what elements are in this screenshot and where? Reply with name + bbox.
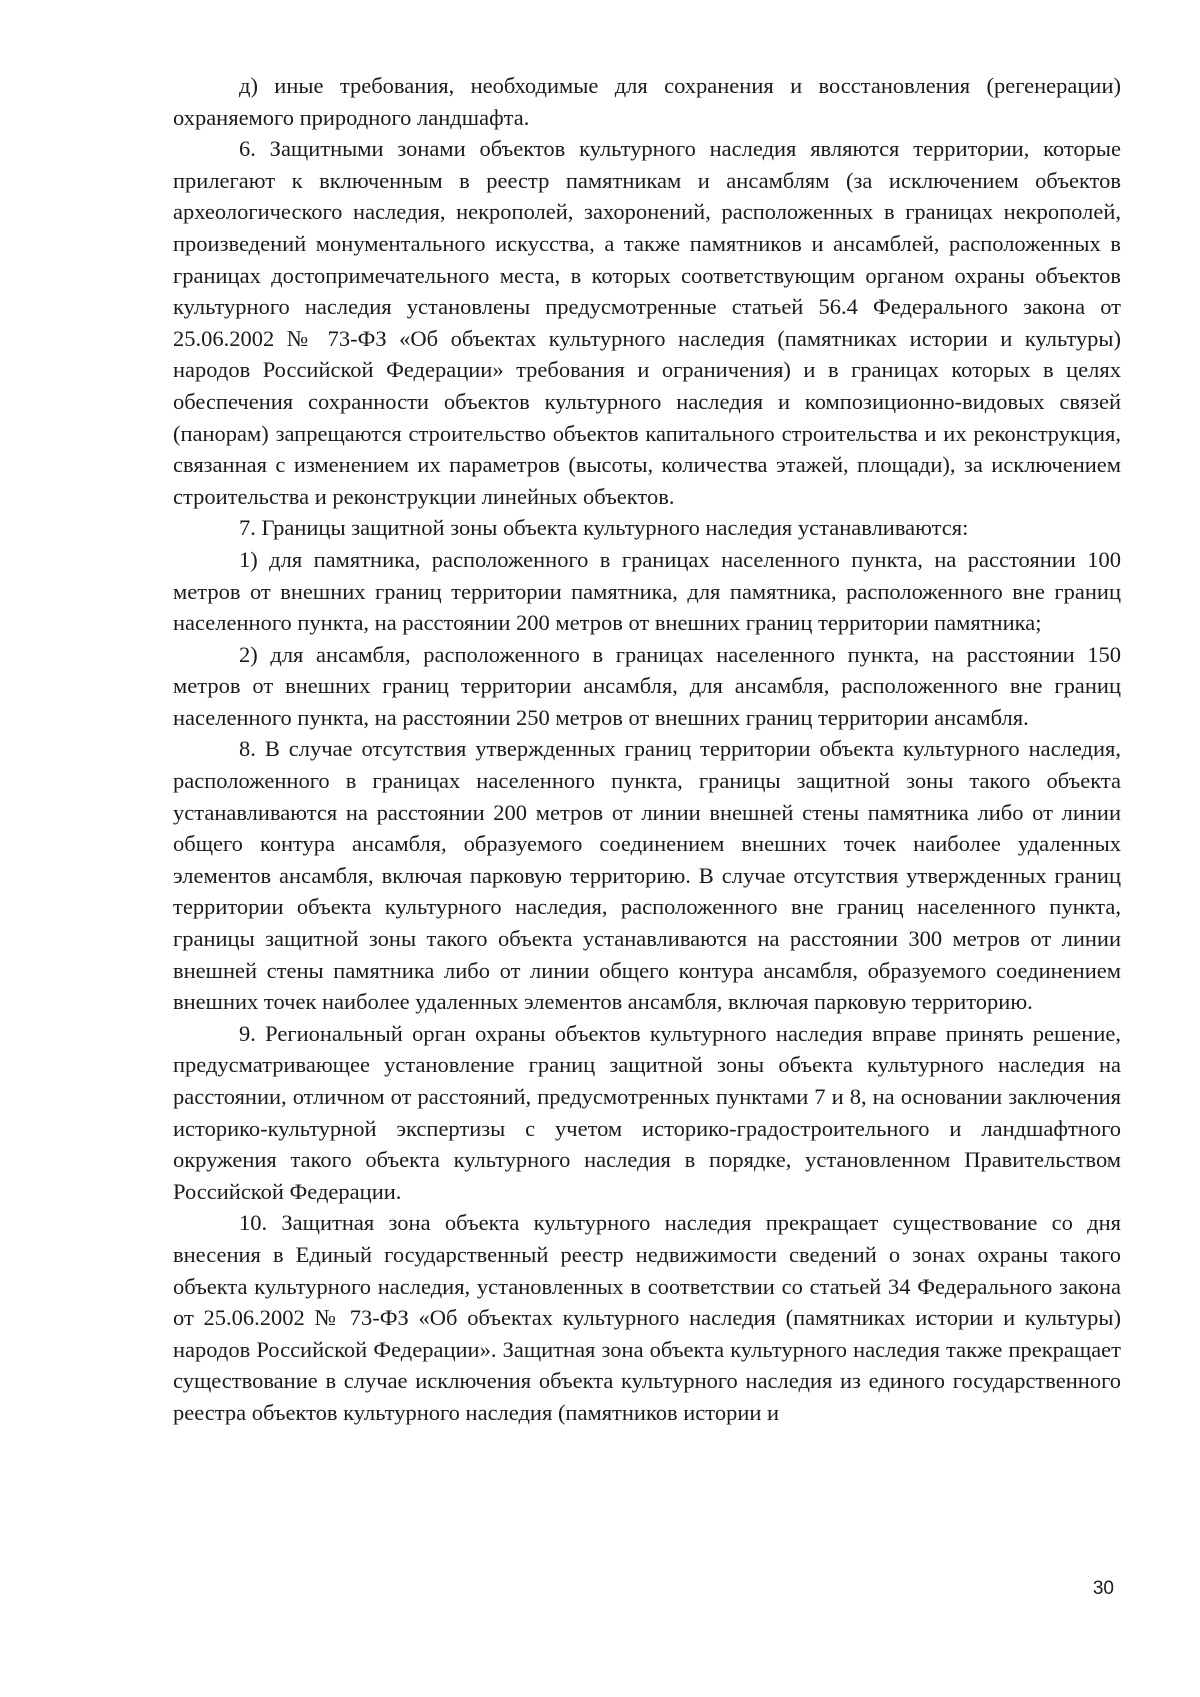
paragraph-7-2-ensemble: 2) для ансамбля, расположенного в границах населенного пункта, на расстоянии 150 метров от внешних границ территории ансамбля, для ансамбля, расположенного вне границ населенного пункта, на расстоянии 250 метров от внешних границ территории ансамбля. (173, 641, 1121, 730)
paragraph-8-no-approved-boundaries: 8. В случае отсутствия утвержденных границ территории объекта культурного наследия, расположенного в границах населенного пункта, границы защитной зоны такого объекта устанавливаются на расстоянии 200 метров от линии внешней стены памятника либо от линии общего контура ансамбля, образуемого соединением внешних точек наиболее удаленных элементов ансамбля, включая парковую территорию. В случае отсутствия утвержденных границ территории объекта культурного наследия, расположенного вне границ населенного пункта, границы защитной зоны такого объекта устанавливаются на расстоянии 300 метров от линии внешней стены памятника либо от линии общего контура ансамбля, образуемого соединением внешних точек наиболее удаленных элементов ансамбля, включая парковую территорию. (173, 736, 1121, 1015)
paragraph-7-zone-boundaries: 7. Границы защитной зоны объекта культурного наследия устанавливаются: (239, 515, 969, 541)
page-number: 30 (1092, 1578, 1114, 1599)
paragraph-d-other-requirements: д) иные требования, необходимые для сохранения и восстановления (регенерации) охраняемого природного ландшафта. (173, 73, 1121, 130)
paragraph-9-regional-authority: 9. Региональный орган охраны объектов культурного наследия вправе принять решение, предусматривающее установление границ защитной зоны объекта культурного наследия на расстоянии, отличном от расстояний, предусмотренных пунктами 7 и 8, на основании заключения историко-культурной экспертизы с учетом историко-градостроительного и ландшафтного окружения такого объекта культурного наследия в порядке, установленном Правительством Российской Федерации. (173, 1020, 1121, 1204)
document-body (173, 70, 1121, 1429)
paragraph-7-1-monument: 1) для памятника, расположенного в границах населенного пункта, на расстоянии 100 метров от внешних границ территории памятника, для памятника, расположенного вне границ населенного пункта, на расстоянии 200 метров от внешних границ территории памятника; (173, 546, 1121, 636)
paragraph-10-zone-termination: 10. Защитная зона объекта культурного наследия прекращает существование со дня внесения в Единый государственный реестр недвижимости сведений о зонах охраны такого объекта культурного наследия, установленных в соответствии со статьей 34 Федерального закона от 25.06.2002 № 73-ФЗ «Об объектах культурного наследия (памятниках истории и культуры) народов Российской Федерации». Защитная зона объекта культурного наследия также прекращает существование в случае исключения объекта культурного наследия из единого государственного реестра объектов культурного наследия (памятников истории и (173, 1210, 1121, 1425)
paragraph-6-protective-zones: 6. Защитными зонами объектов культурного наследия являются территории, которые прилегают к включенным в реестр памятникам и ансамблям (за исключением объектов археологического наследия, некрополей, захоронений, расположенных в границах некрополей, произведений монументального искусства, а также памятников и ансамблей, расположенных в границах достопримечательного места, в которых соответствующим органом охраны объектов культурного наследия установлены предусмотренные статьей 56.4 Федерального закона от 25.06.2002 № 73-ФЗ «Об объектах культурного наследия (памятниках истории и культуры) народов Российской Федерации» требования и ограничения) и в границах которых в целях обеспечения сохранности объектов культурного наследия и композиционно-видовых связей (панорам) запрещаются строительство объектов капитального строительства и их реконструкция, связанная с изменением их параметров (высоты, количества этажей, площади), за исключением строительства и реконструкции линейных объектов. (173, 136, 1121, 509)
